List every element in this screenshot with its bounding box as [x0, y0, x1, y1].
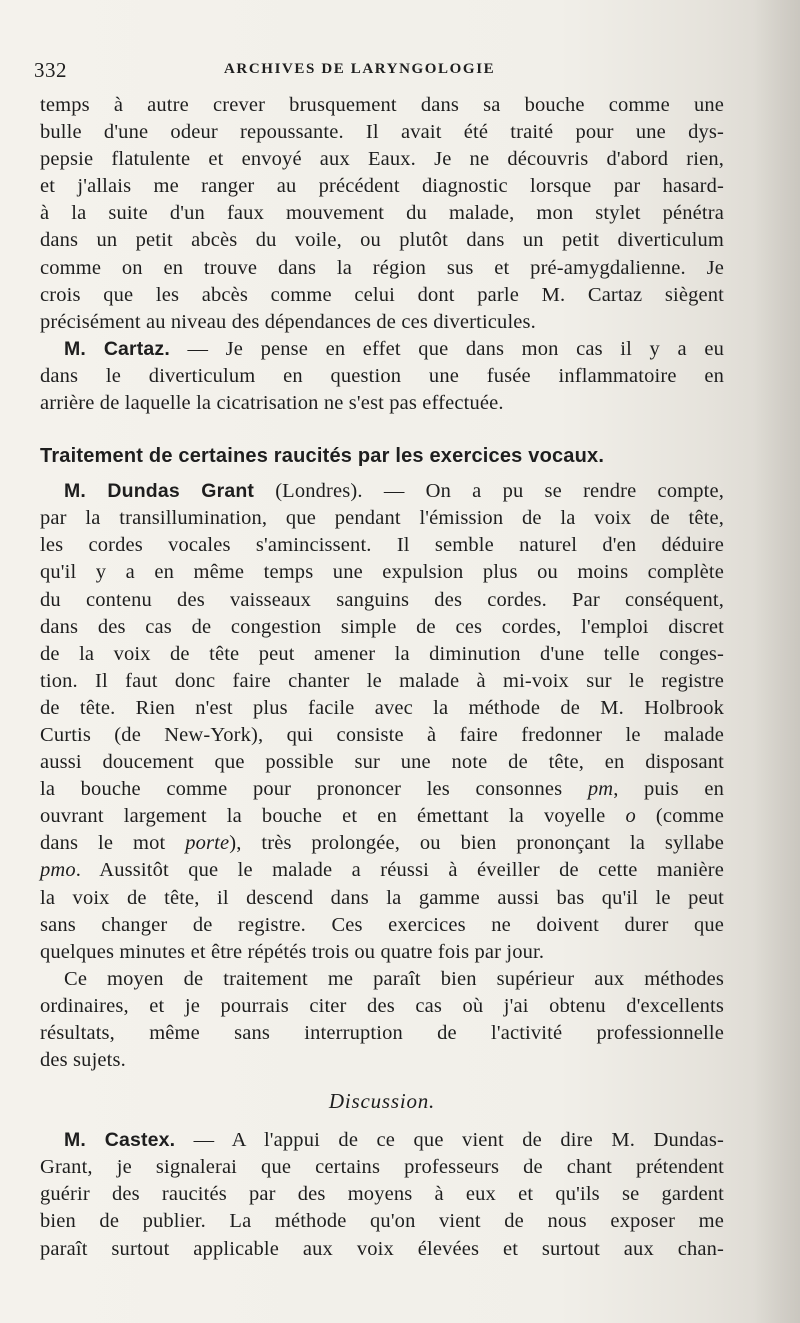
text-line	[40, 1127, 724, 1154]
text-run: — A l'appui de ce que vient de dire M. Dundas-	[175, 1129, 725, 1152]
running-head: ARCHIVES DE LARYNGOLOGIE	[224, 61, 496, 77]
paragraph-castex	[40, 1127, 724, 1262]
text-line: la voix de tête, il descend dans la gamme aussi bas qu'il le peut	[40, 886, 724, 909]
paragraph-conclusion	[40, 966, 724, 1074]
text-run: la bouche comme pour prononcer les consonnes	[40, 778, 588, 801]
text-line: dans des cas de congestion simple de ces cordes, l'emploi discret	[40, 615, 724, 638]
text-line	[40, 857, 724, 884]
text-line: précisément au niveau des dépendances de ces diverticules.	[40, 310, 536, 333]
text-line: comme on en trouve dans la région sus et pré-amygdalienne. Je	[40, 256, 724, 279]
text-line: arrière de laquelle la cicatrisation ne s'est pas effectuée.	[40, 392, 504, 415]
text-line: guérir des raucités par des moyens à eux et qu'ils se gardent	[40, 1183, 724, 1206]
text-line	[40, 830, 724, 857]
text-line: bulle d'une odeur repoussante. Il avait été traité pour une dys-	[40, 121, 724, 144]
italic-term: porte	[185, 832, 230, 855]
speaker-name: M. Dundas Grant	[64, 480, 255, 503]
speaker-name: M. Cartaz.	[64, 337, 170, 360]
text-line	[40, 803, 724, 830]
page-header	[34, 58, 724, 84]
paragraph-continuation	[40, 92, 724, 336]
paragraph-dundas-grant	[40, 478, 724, 966]
text-line: aussi doucement que possible sur une note de tête, en disposant	[40, 751, 724, 774]
text-line	[40, 336, 724, 363]
text-line	[40, 776, 724, 803]
text-line: à la suite d'un faux mouvement du malade, mon stylet pénétra	[40, 202, 724, 225]
text-line: temps à autre crever brusquement dans sa bouche comme une	[40, 94, 724, 116]
text-line: Ce moyen de traitement me paraît bien supérieur aux méthodes	[64, 967, 724, 990]
text-run: (Londres). — On a pu se rendre compte,	[254, 480, 724, 503]
text-line	[40, 478, 724, 505]
text-run: (comme	[635, 805, 724, 828]
text-line: tion. Il faut donc faire chanter le malade à mi-voix sur le registre	[40, 669, 724, 692]
text-line: Grant, je signalerai que certains professeurs de chant prétendent	[40, 1156, 724, 1179]
text-line: de la voix de tête peut amener la diminution d'une telle conges-	[40, 642, 724, 665]
text-line: ordinaires, et je pourrais citer des cas où j'ai obtenu d'excellents	[40, 994, 724, 1017]
text-line: qu'il y a en même temps une expulsion plus ou moins complète	[40, 561, 724, 584]
italic-term: pm	[587, 778, 614, 801]
text-run: , puis en	[613, 778, 725, 801]
text-line: crois que les abcès comme celui dont parle M. Cartaz siègent	[40, 283, 724, 306]
discussion-heading: Discussion.	[328, 1089, 436, 1114]
text-line: de tête. Rien n'est plus facile avec la méthode de M. Holbrook	[40, 696, 724, 719]
text-line: et j'allais me ranger au précédent diagnostic lorsque par hasard-	[40, 175, 724, 198]
text-line: des sujets.	[40, 1049, 126, 1072]
section-title: Traitement de certaines raucités par les exercices vocaux.	[40, 445, 605, 468]
text-line: Curtis (de New-York), qui consiste à faire fredonner le malade	[40, 723, 724, 746]
text-run: ouvrant largement la bouche et en émettant la voyelle	[40, 805, 626, 828]
page-number: 332	[34, 58, 67, 82]
text-run: ), très prolongée, ou bien prononçant la syllabe	[229, 832, 724, 855]
speaker-name: M. Castex.	[64, 1129, 176, 1152]
text-line: pepsie flatulente et envoyé aux Eaux. Je ne découvris d'abord rien,	[40, 148, 724, 171]
text-line: du contenu des vaisseaux sanguins des cordes. Par conséquent,	[40, 588, 724, 611]
italic-term: o	[625, 805, 636, 828]
text-line: dans un petit abcès du voile, ou plutôt dans un petit diverticulum	[40, 229, 724, 252]
text-line: sans changer de registre. Ces exercices ne doivent durer que	[40, 913, 724, 936]
page-edge-shadow	[754, 0, 800, 1323]
italic-term: pmo	[40, 859, 76, 882]
text-line: par la transillumination, que pendant l'émission de la voix de tête,	[40, 507, 724, 530]
text-line: dans le diverticulum en question une fusée inflammatoire en	[40, 364, 724, 387]
paragraph-cartaz	[40, 336, 724, 417]
page-body	[40, 92, 724, 1263]
text-line: quelques minutes et être répétés trois ou quatre fois par jour.	[40, 940, 545, 963]
text-run: . Aussitôt que le malade a réussi à éveiller de cette manière	[75, 859, 724, 882]
text-run: — Je pense en effet que dans mon cas il y a eu	[169, 337, 724, 360]
text-line: les cordes vocales s'amincissent. Il semble naturel d'en déduire	[40, 534, 724, 557]
text-line: résultats, même sans interruption de l'activité professionnelle	[40, 1022, 724, 1044]
text-line: paraît surtout applicable aux voix élevées et surtout aux chan-	[40, 1237, 724, 1260]
text-line: bien de publier. La méthode qu'on vient de nous exposer me	[40, 1210, 724, 1233]
text-run: dans le mot	[40, 832, 186, 855]
